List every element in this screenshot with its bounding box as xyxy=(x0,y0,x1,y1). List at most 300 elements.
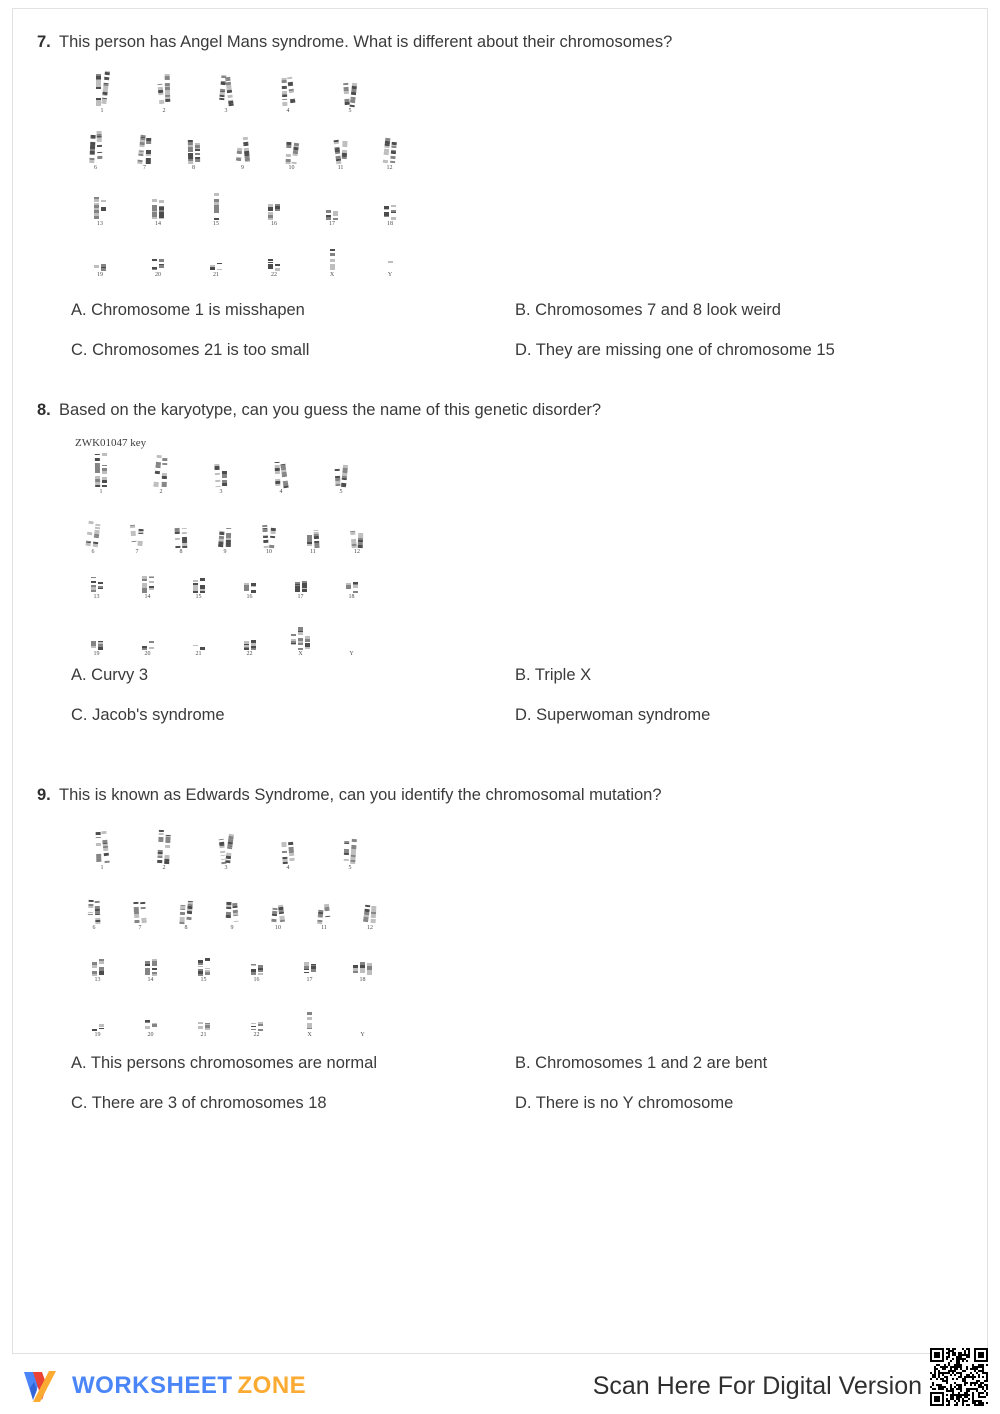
chromosome-number-label: 2 xyxy=(162,865,166,872)
chromosome-pair-21 xyxy=(187,262,245,279)
chromosome-pair-17 xyxy=(283,962,336,984)
chromosome xyxy=(133,902,139,924)
chromosome xyxy=(92,959,97,976)
chromosome xyxy=(285,142,291,164)
chromosome-number-label: 20 xyxy=(147,1032,154,1039)
option-7-c[interactable]: C. Chromosomes 21 is too small xyxy=(71,340,310,359)
chromosome-pair-Y xyxy=(326,650,377,658)
chromosome-pair-Y xyxy=(336,1031,389,1039)
chromosome-group xyxy=(92,959,104,976)
chromosome xyxy=(330,249,335,271)
chromosome xyxy=(96,74,101,107)
chromosome xyxy=(101,71,110,107)
chromosome-pair-12 xyxy=(365,138,414,172)
chromosome-pair-21 xyxy=(173,642,224,658)
chromosome-pair-4 xyxy=(251,462,311,496)
chromosome xyxy=(382,138,390,164)
chromosome-number-label: 19 xyxy=(93,651,100,658)
chromosome xyxy=(251,1022,256,1031)
chromosome-pair-13 xyxy=(71,577,122,601)
chromosome-group xyxy=(388,261,393,271)
chromosome xyxy=(225,834,234,864)
chromosome xyxy=(225,77,234,107)
chromosome-pair-15 xyxy=(173,578,224,601)
karyotype-triple-x-rows xyxy=(71,437,401,658)
chromosome-group xyxy=(155,455,167,488)
chromosome xyxy=(291,140,299,164)
chromosome xyxy=(91,641,96,650)
chromosome-number-label: 20 xyxy=(144,651,151,658)
option-9-b[interactable]: B. Chromosomes 1 and 2 are bent xyxy=(515,1054,768,1073)
option-7-a[interactable]: A. Chromosome 1 is misshapen xyxy=(71,301,305,320)
chromosome-group xyxy=(180,901,192,924)
chromosome-number-label: 9 xyxy=(223,549,227,556)
chromosome-number-label: 21 xyxy=(213,272,219,279)
chromosome-group xyxy=(193,642,205,650)
chromosome-number-label: 22 xyxy=(246,651,253,658)
chromosome xyxy=(92,1021,97,1031)
chromosome-pair-8 xyxy=(169,140,218,172)
worksheet-page xyxy=(12,8,988,1354)
chromosome-number-label: 6 xyxy=(94,165,97,172)
chromosome-group xyxy=(210,262,222,271)
chromosome xyxy=(99,1021,104,1031)
chromosome-group xyxy=(384,205,396,220)
chromosome xyxy=(288,842,295,864)
chromosome xyxy=(152,259,157,271)
chromosome-number-label: 4 xyxy=(286,865,290,872)
logo-word-worksheet: WORKSHEET xyxy=(72,1372,233,1399)
option-row xyxy=(71,705,987,726)
chromosome xyxy=(98,641,103,650)
chromosome-number-label: 7 xyxy=(135,549,139,556)
chromosome xyxy=(333,140,341,164)
chromosome xyxy=(334,463,340,488)
chromosome xyxy=(198,960,203,976)
karyotype-row xyxy=(71,453,371,496)
chromosome xyxy=(307,1012,312,1031)
question-9-text: This is known as Edwards Syndrome, can you identify the chromosomal mutation? xyxy=(59,786,662,804)
chromosome xyxy=(200,643,205,650)
chromosome-number-label: 4 xyxy=(286,108,290,115)
chromosome xyxy=(164,832,171,864)
chromosome-pair-18 xyxy=(336,962,389,984)
chromosome-group xyxy=(244,583,256,593)
chromosome xyxy=(244,583,249,593)
chromosome xyxy=(145,958,150,976)
chromosome xyxy=(278,903,286,924)
chromosome-number-label: 17 xyxy=(306,977,313,984)
chromosome xyxy=(307,530,312,548)
chromosome-number-label: 5 xyxy=(348,108,352,115)
chromosome xyxy=(198,1022,203,1031)
option-8-b[interactable]: B. Triple X xyxy=(515,666,592,685)
chromosome-group xyxy=(282,840,294,864)
option-8-d[interactable]: D. Superwoman syndrome xyxy=(515,705,711,724)
chromosome-group xyxy=(131,524,143,548)
chromosome-group xyxy=(286,140,298,164)
chromosome-number-label: 21 xyxy=(195,651,202,658)
chromosome-group xyxy=(251,964,263,976)
chromosome-pair-17 xyxy=(303,206,361,228)
option-9-c[interactable]: C. There are 3 of chromosomes 18 xyxy=(71,1093,327,1112)
chromosome-number-label: 8 xyxy=(184,925,188,932)
chromosome xyxy=(251,640,256,650)
question-block-9 xyxy=(13,784,987,1132)
chromosome xyxy=(268,204,273,220)
chromosome-group xyxy=(335,140,347,164)
chromosome xyxy=(262,525,269,548)
question-8-options xyxy=(13,665,987,726)
chromosome xyxy=(341,465,348,488)
chromosome xyxy=(101,260,106,271)
karyotype-edwards xyxy=(71,826,411,1041)
chromosome-group xyxy=(244,640,256,650)
chromosome xyxy=(200,578,205,593)
chromosome-pair-10 xyxy=(247,525,291,556)
chromosome-pair-20 xyxy=(129,259,187,279)
option-9-d[interactable]: D. There is no Y chromosome xyxy=(515,1093,734,1112)
chromosome xyxy=(94,260,99,271)
chromosome xyxy=(153,455,162,488)
option-row xyxy=(71,300,987,321)
karyotype-row xyxy=(71,249,419,279)
chromosome xyxy=(94,197,99,220)
chromosome xyxy=(244,641,249,650)
chromosome xyxy=(193,642,198,650)
chromosome-number-label: 4 xyxy=(279,489,283,496)
chromosome xyxy=(193,579,198,593)
chromosome xyxy=(275,462,281,488)
chromosome-pair-11 xyxy=(301,904,347,932)
worksheet-zone-logo[interactable] xyxy=(20,1366,306,1406)
chromosome xyxy=(187,140,192,164)
chromosome xyxy=(388,261,393,271)
karyotype-row xyxy=(71,900,393,932)
chromosome-number-label: 12 xyxy=(354,549,360,556)
chromosome-pair-3 xyxy=(191,464,251,496)
chromosome-group xyxy=(275,462,287,488)
chromosome-pair-16 xyxy=(245,204,303,228)
karyotype-row xyxy=(71,575,377,601)
chromosome-group xyxy=(326,206,338,220)
question-block-8 xyxy=(13,399,987,744)
chromosome-group xyxy=(145,958,157,976)
chromosome-group xyxy=(188,140,200,164)
chromosome xyxy=(96,129,102,164)
chromosome-number-label: 11 xyxy=(337,165,344,172)
chromosome-pair-10 xyxy=(255,903,301,932)
chromosome xyxy=(346,580,351,593)
option-8-c[interactable]: C. Jacob's syndrome xyxy=(71,705,225,724)
chromosome-number-label: 2 xyxy=(159,489,163,496)
chromosome xyxy=(142,641,147,650)
chromosome-number-label: X xyxy=(307,1032,312,1039)
option-7-d[interactable]: D. They are missing one of chromosome 15 xyxy=(515,340,835,359)
chromosome-number-label: 3 xyxy=(224,865,228,872)
chromosome xyxy=(268,259,273,271)
chromosome xyxy=(130,524,137,548)
chromosome-pair-7 xyxy=(117,902,163,932)
chromosome xyxy=(179,902,185,924)
karyotype-row xyxy=(71,958,389,984)
chromosome-pair-19 xyxy=(71,1021,124,1039)
chromosome-pair-18 xyxy=(326,580,377,601)
chromosome-group xyxy=(139,135,151,164)
chromosome-number-label: 10 xyxy=(275,925,281,932)
chromosome-pair-4 xyxy=(257,77,319,115)
chromosome xyxy=(304,962,309,976)
chromosome-number-label: 15 xyxy=(200,977,207,984)
chromosome xyxy=(333,207,338,220)
chromosome xyxy=(269,528,276,548)
chromosome-group xyxy=(91,641,103,650)
chromosome xyxy=(145,136,150,164)
chromosome-pair-20 xyxy=(122,641,173,658)
chromosome-group xyxy=(384,138,396,164)
chromosome-pair-6 xyxy=(71,129,120,172)
chromosome-number-label: 18 xyxy=(359,977,366,984)
chromosome-pair-4 xyxy=(257,840,319,872)
chromosome-group xyxy=(158,830,170,864)
chromosome xyxy=(210,262,215,271)
chromosome-pair-X xyxy=(303,249,361,279)
chromosome xyxy=(384,206,389,220)
chromosome-pair-17 xyxy=(275,581,326,601)
chromosome-pair-6 xyxy=(71,521,115,556)
chromosome-number-label: 14 xyxy=(144,594,151,601)
question-block-7 xyxy=(13,31,987,379)
chromosome xyxy=(101,199,106,220)
chromosome-group xyxy=(220,75,232,107)
chromosome-pair-22 xyxy=(224,640,275,658)
chromosome-number-label: 1 xyxy=(100,865,104,872)
chromosome xyxy=(350,839,357,864)
chromosome xyxy=(242,137,250,164)
chromosome-group xyxy=(91,577,103,593)
chromosome xyxy=(353,582,358,593)
chromosome xyxy=(251,964,256,976)
chromosome-group xyxy=(351,531,363,548)
qr-code-icon[interactable] xyxy=(928,1348,990,1406)
option-7-b[interactable]: B. Chromosomes 7 and 8 look weird xyxy=(515,301,781,320)
chromosome-group xyxy=(330,249,335,271)
chromosome-group xyxy=(198,958,210,976)
chromosome-group xyxy=(219,526,231,548)
chromosome xyxy=(350,531,357,548)
chromosome-pair-7 xyxy=(115,524,159,556)
option-row xyxy=(71,1053,987,1074)
chromosome-pair-13 xyxy=(71,197,129,228)
chromosome-group xyxy=(295,581,307,593)
chromosome xyxy=(271,905,278,924)
chromosome-group xyxy=(215,464,227,488)
chromosome xyxy=(363,905,371,925)
chromosome-pair-8 xyxy=(163,901,209,932)
chromosome xyxy=(137,527,144,548)
chromosome-group xyxy=(344,837,356,864)
chromosome xyxy=(251,583,256,593)
chromosome-pair-9 xyxy=(209,902,255,932)
chromosome-group xyxy=(175,528,187,548)
chromosome xyxy=(217,262,222,271)
chromosome-number-label: Y xyxy=(387,272,393,279)
chromosome xyxy=(258,1022,263,1031)
chromosome-number-label: 7 xyxy=(143,165,146,172)
chromosome-number-label: 15 xyxy=(213,221,219,228)
chromosome xyxy=(391,205,396,220)
chromosome-group xyxy=(353,962,372,976)
karyotype-triple-x xyxy=(71,437,401,658)
chromosome-pair-14 xyxy=(129,198,187,228)
chromosome xyxy=(142,576,147,593)
chromosome-group xyxy=(272,903,284,924)
chromosome-number-label: 13 xyxy=(93,594,100,601)
chromosome xyxy=(281,840,288,864)
chromosome-number-label: 19 xyxy=(94,1032,101,1039)
chromosome-group xyxy=(364,904,376,924)
chromosome-number-label: 15 xyxy=(195,594,202,601)
chromosome-pair-12 xyxy=(335,531,379,556)
chromosome xyxy=(350,81,358,107)
chromosome-group xyxy=(152,198,164,220)
chromosome-pair-X xyxy=(283,1012,336,1039)
chromosome-pair-14 xyxy=(122,575,173,601)
chromosome-group xyxy=(142,641,154,650)
question-8-heading xyxy=(13,399,987,421)
chromosome-group xyxy=(95,453,107,488)
chromosome-number-label: 14 xyxy=(155,221,161,228)
chromosome-pair-21 xyxy=(177,1022,230,1039)
chromosome xyxy=(91,577,96,593)
chromosome-number-label: 19 xyxy=(97,272,103,279)
chromosome-number-label: 5 xyxy=(348,865,352,872)
chromosome-group xyxy=(307,1012,312,1031)
chromosome xyxy=(295,582,300,593)
chromosome xyxy=(235,138,243,164)
chromosome-group xyxy=(282,77,294,107)
chromosome-number-label: 22 xyxy=(271,272,277,279)
chromosome-group xyxy=(214,193,219,220)
chromosome xyxy=(341,141,347,164)
chromosome-group xyxy=(88,900,100,924)
chromosome-pair-1 xyxy=(71,830,133,872)
chromosome-group xyxy=(92,1021,104,1031)
chromosome-number-label: 12 xyxy=(367,925,373,932)
chromosome xyxy=(159,259,164,271)
chromosome-number-label: 9 xyxy=(230,925,234,932)
chromosome xyxy=(159,200,164,220)
chromosome-number-label: 13 xyxy=(94,977,101,984)
chromosome xyxy=(280,464,288,488)
chromosome-group xyxy=(335,463,347,488)
question-8-number: 8. xyxy=(37,401,51,419)
chromosome-number-label: 14 xyxy=(147,977,154,984)
chromosome-pair-3 xyxy=(195,834,257,872)
chromosome-pair-19 xyxy=(71,641,122,658)
chromosome-group xyxy=(226,902,238,924)
chromosome-group xyxy=(291,627,310,650)
chromosome xyxy=(149,575,154,593)
chromosome xyxy=(89,133,96,164)
chromosome xyxy=(87,900,93,924)
chromosome xyxy=(156,73,164,107)
chromosome xyxy=(137,135,145,164)
chromosome-group xyxy=(94,197,106,220)
chromosome xyxy=(226,526,232,548)
chromosome-pair-18 xyxy=(361,205,419,228)
chromosome-number-label: 7 xyxy=(138,925,142,932)
chromosome-pair-3 xyxy=(195,75,257,115)
chromosome-group xyxy=(251,1022,263,1031)
chromosome xyxy=(152,959,157,976)
karyotype-angelman xyxy=(71,71,431,286)
question-7-number: 7. xyxy=(37,33,51,51)
chromosome-number-label: 5 xyxy=(339,489,343,496)
chromosome-pair-2 xyxy=(133,73,195,115)
karyotype-row xyxy=(71,129,414,172)
option-8-a[interactable]: A. Curvy 3 xyxy=(71,666,149,685)
chromosome-group xyxy=(346,580,358,593)
chromosome xyxy=(344,837,350,864)
chromosome-number-label: 17 xyxy=(297,594,304,601)
chromosome xyxy=(302,581,307,593)
chromosome-pair-20 xyxy=(124,1020,177,1039)
chromosome xyxy=(232,902,239,924)
chromosome xyxy=(324,904,331,924)
chromosome xyxy=(305,627,310,650)
chromosome xyxy=(149,641,154,650)
chromosome-pair-5 xyxy=(311,463,371,496)
chromosome xyxy=(95,454,100,488)
chromosome-number-label: 3 xyxy=(224,108,228,115)
chromosome-number-label: 3 xyxy=(219,489,223,496)
chromosome xyxy=(353,965,358,976)
chromosome xyxy=(205,958,210,976)
chromosome xyxy=(275,260,280,271)
chromosome xyxy=(205,1023,210,1031)
chromosome-pair-15 xyxy=(177,958,230,984)
chromosome xyxy=(326,206,331,220)
chromosome xyxy=(367,963,372,976)
chromosome xyxy=(157,830,164,864)
chromosome-group xyxy=(304,962,316,976)
chromosome xyxy=(389,139,396,164)
chromosome-pair-8 xyxy=(159,528,203,556)
chromosome-number-label: 16 xyxy=(253,977,260,984)
chromosome-number-label: X xyxy=(298,651,303,658)
chromosome-group xyxy=(96,830,108,864)
chromosome xyxy=(222,464,227,488)
chromosome-number-label: 11 xyxy=(310,549,316,556)
chromosome xyxy=(102,453,107,488)
chromosome xyxy=(152,198,157,220)
chromosome-number-label: 12 xyxy=(386,165,393,172)
chromosome-pair-1 xyxy=(71,453,131,496)
chromosome-pair-22 xyxy=(230,1022,283,1039)
page-footer xyxy=(0,1360,1000,1414)
chromosome-pair-15 xyxy=(187,193,245,228)
chromosome-group xyxy=(268,204,280,220)
karyotype-row xyxy=(71,71,381,115)
chromosome-pair-2 xyxy=(131,455,191,496)
chromosome xyxy=(258,965,263,976)
chromosome-group xyxy=(268,259,280,271)
chromosome-pair-5 xyxy=(319,81,381,115)
chromosome xyxy=(287,77,296,107)
option-9-a[interactable]: A. This persons chromosomes are normal xyxy=(71,1054,377,1073)
chromosome-pair-11 xyxy=(291,530,335,556)
